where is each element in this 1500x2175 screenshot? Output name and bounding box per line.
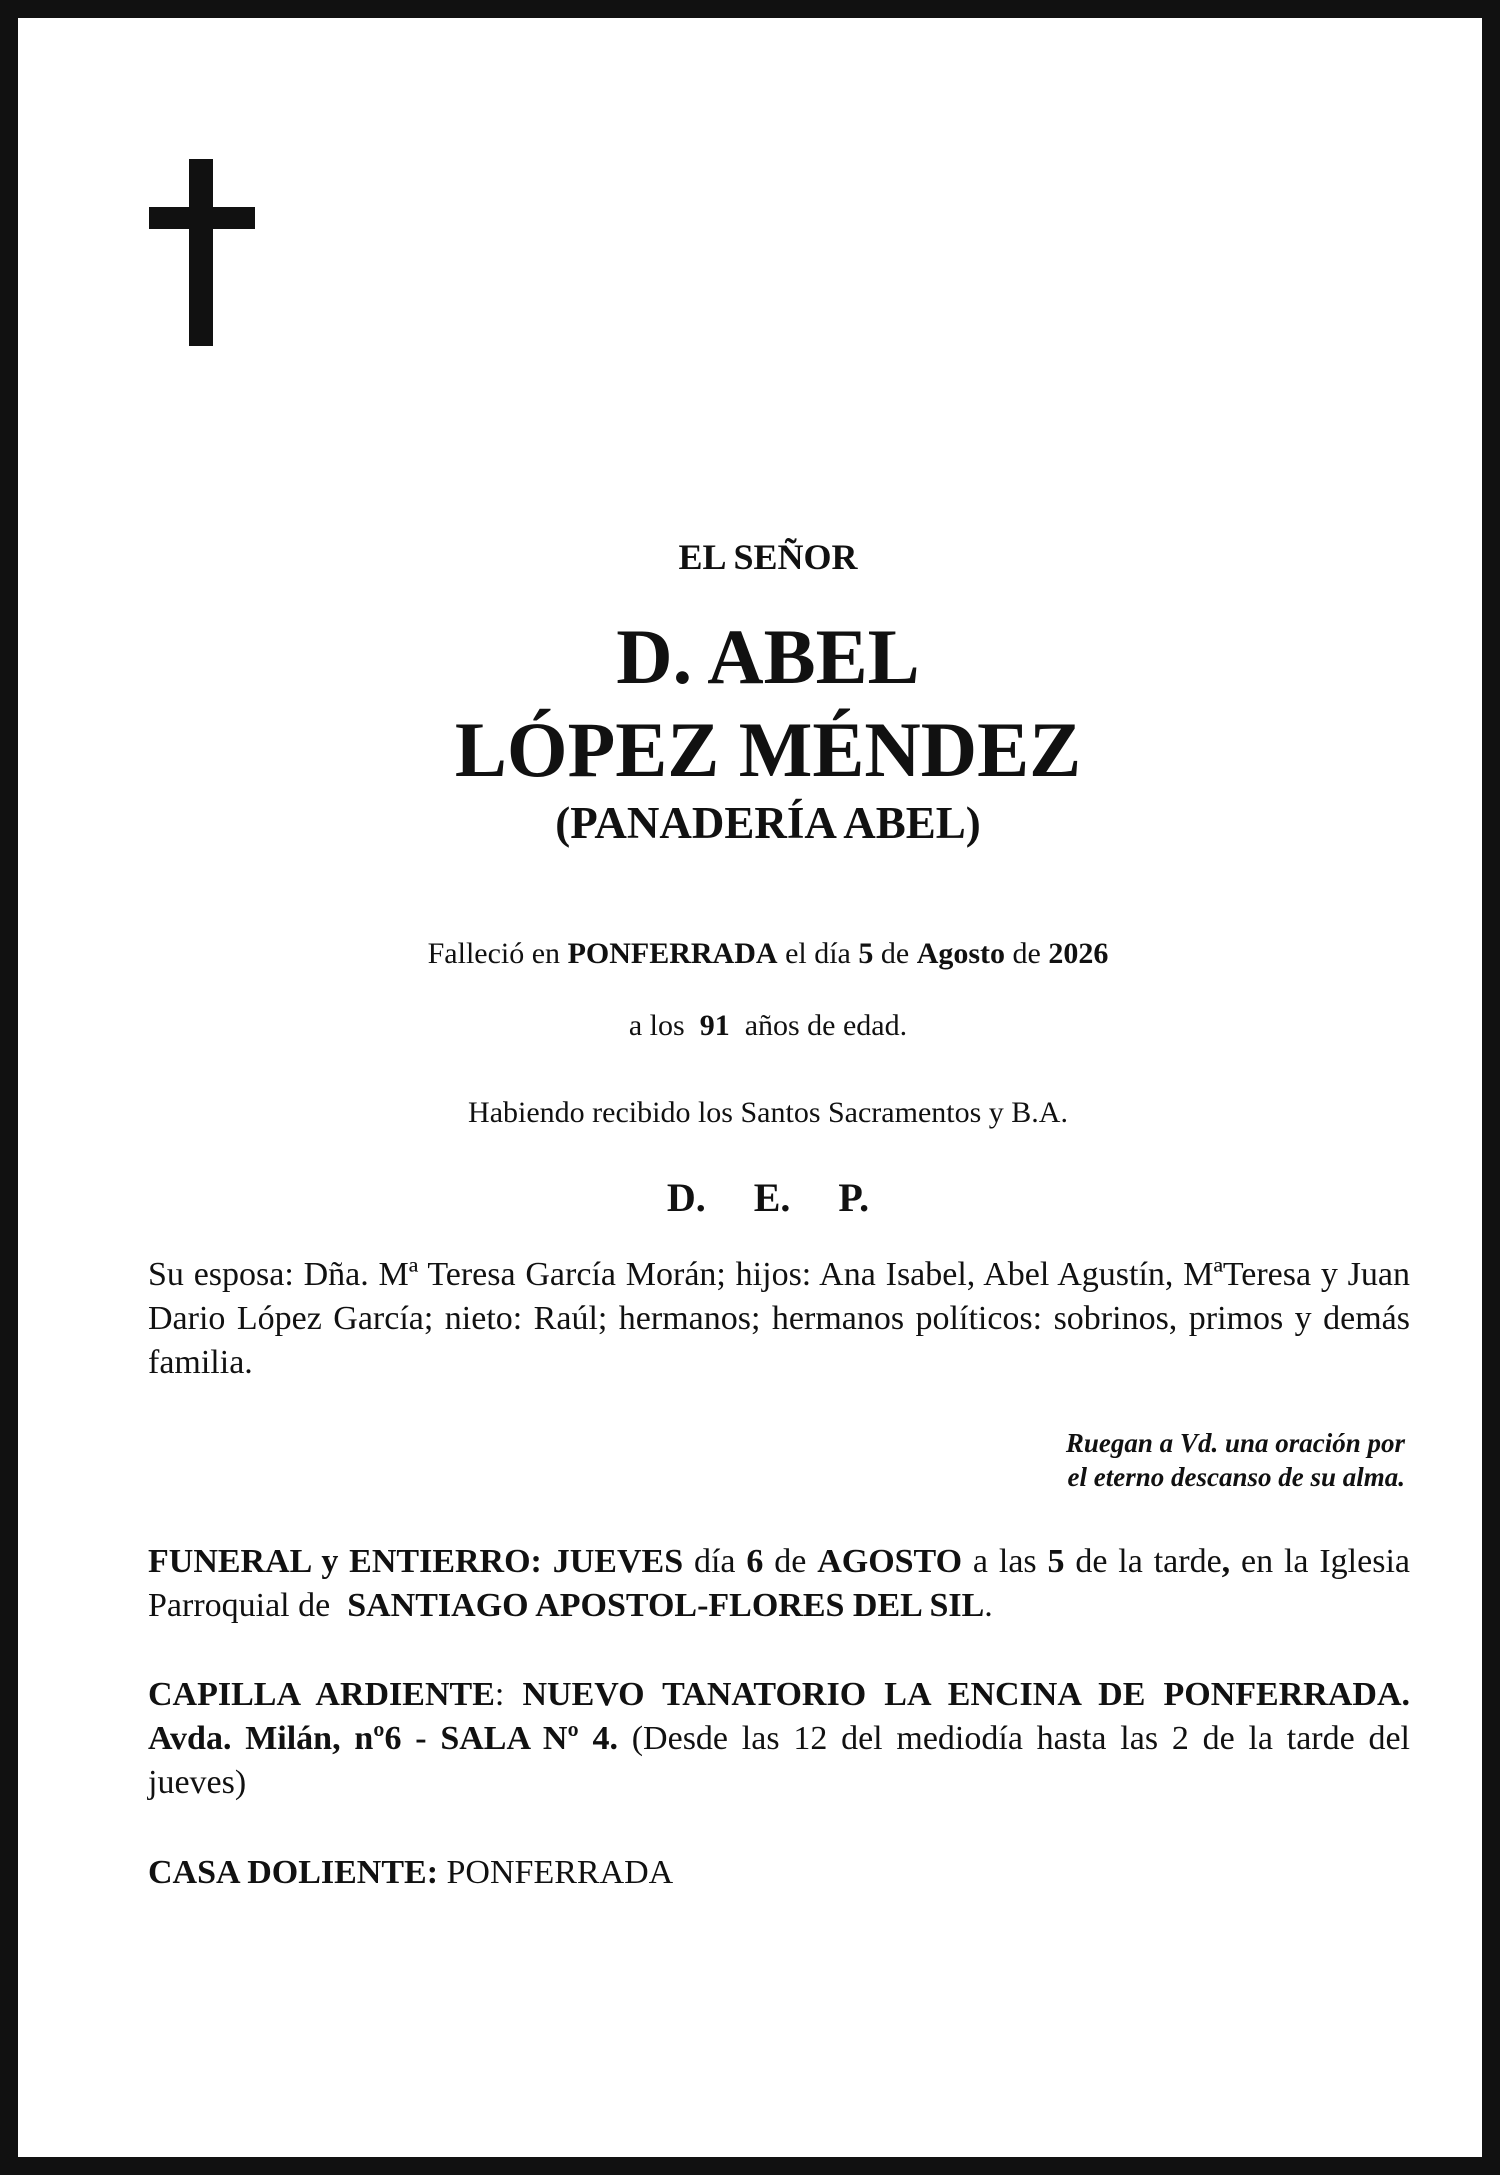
dep-line (18, 1173, 1500, 1223)
cross-horizontal-bar (149, 207, 255, 229)
prayer-line-2: el eterno descanso de su alma. (1067, 1462, 1405, 1492)
age-info (18, 1006, 1500, 1046)
death-text-4: de (1005, 937, 1049, 970)
header-title: EL SEÑOR (678, 537, 858, 577)
death-text-3: de (873, 937, 917, 970)
funeral-text-6: . (984, 1587, 993, 1624)
capilla-place: NUEVO TANATORIO LA ENCINA DE PONFERRADA. Avda. Milán, nº6 - SALA Nº 4. (148, 1676, 1411, 1757)
capilla-text-2: (Desde las 12 del mediodía hasta las 2 de la tarde del jueves) (148, 1720, 1410, 1801)
prayer-request (818, 1426, 1405, 1494)
casa-label: CASA DOLIENTE: (148, 1854, 439, 1891)
death-day: 5 (858, 937, 874, 970)
capilla-text-1: : (494, 1676, 523, 1713)
casa-value: PONFERRADA (438, 1854, 674, 1891)
age-years: 91 (699, 1009, 730, 1042)
funeral-text-3: a las (962, 1543, 1048, 1580)
funeral-text-5: en la Iglesia Parroquial de (148, 1543, 1419, 1624)
funeral-text-1: día (683, 1543, 747, 1580)
funeral-day: 6 (746, 1543, 764, 1580)
deceased-name-line1: D. ABEL (616, 613, 920, 700)
funeral-paragraph (148, 1540, 1419, 1628)
prayer-line-1: Ruegan a Vd. una oración por (1065, 1428, 1405, 1458)
dep-letter-p: P. (838, 1175, 870, 1220)
funeral-label: FUNERAL y ENTIERRO: JUEVES (148, 1543, 684, 1580)
funeral-comma: , (1221, 1543, 1231, 1580)
casa-paragraph (148, 1851, 1410, 1895)
age-text-1: a los (628, 1009, 700, 1042)
age-text-2: años de edad. (729, 1009, 908, 1042)
dep-letter-d: D. (666, 1175, 706, 1220)
death-text-2: el día (777, 937, 859, 970)
sacraments-line: Habiendo recibido los Santos Sacramentos y B.A. (468, 1096, 1068, 1129)
funeral-church: SANTIAGO APOSTOL-FLORES DEL SIL (347, 1587, 985, 1624)
funeral-text-4: de la tarde (1064, 1543, 1222, 1580)
deceased-name-line2: LÓPEZ MÉNDEZ (454, 706, 1082, 793)
death-month: Agosto (916, 937, 1006, 970)
cross-icon (149, 159, 255, 346)
dep-letter-e: E. (753, 1175, 791, 1220)
funeral-text-2: de (763, 1543, 818, 1580)
death-info (18, 934, 1500, 974)
deceased-nickname: (PANADERÍA ABEL) (555, 798, 981, 848)
family-paragraph: Su esposa: Dña. Mª Teresa García Morán; hijos: Ana Isabel, Abel Agustín, MªTeresa y Juan Dario López García; nieto: Raúl; hermanos; hermanos políticos: sobrinos, primos y demás familia. (148, 1256, 1410, 1381)
capilla-paragraph (148, 1673, 1410, 1805)
funeral-month: AGOSTO (817, 1543, 963, 1580)
funeral-hour: 5 (1047, 1543, 1065, 1580)
cross-vertical-bar (189, 159, 213, 346)
death-year: 2026 (1048, 937, 1109, 970)
death-place: PONFERRADA (567, 937, 778, 970)
capilla-label: CAPILLA ARDIENTE (148, 1676, 495, 1713)
death-text-1: Falleció en (427, 937, 568, 970)
